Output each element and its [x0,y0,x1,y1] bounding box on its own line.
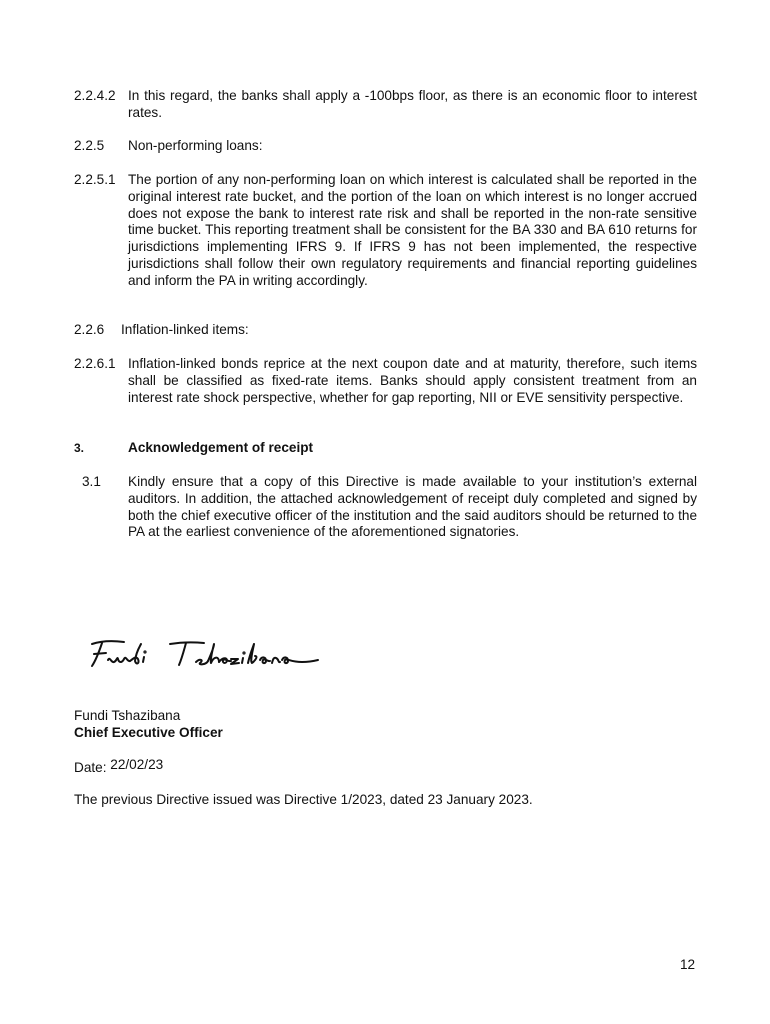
section-number: 2.2.6.1 [74,356,116,371]
paragraph-2-2-5-1 [74,172,697,290]
previous-directive-note: The previous Directive issued was Directive 1/2023, dated 23 January 2023. [74,792,533,807]
paragraph-3-1 [74,474,697,541]
heading-text: Inflation-linked items: [121,322,249,337]
paragraph-text: Inflation-linked bonds reprice at the next coupon date and at maturity, therefore, such items shall be classified as fixed-rate items. Banks should apply consistent treatment from an interest rate shock perspective, whether for gap reporting, NII or EVE sensitivity perspective. [128,356,697,405]
page-number: 12 [680,957,696,972]
signatory-name: Fundi Tshazibana [74,708,181,723]
section-number: 2.2.5 [74,138,105,153]
date-label: Date: [74,760,107,775]
section-number: 2.2.4.2 [74,88,116,103]
paragraph-2-2-4-2 [74,88,697,122]
handwritten-signature [86,632,326,674]
heading-text: Acknowledgement of receipt [128,440,314,455]
paragraph-text: In this regard, the banks shall apply a -100bps floor, as there is an economic floor to interest rates. [128,88,697,120]
heading-2-2-5 [74,138,697,155]
section-number: 3.1 [82,474,101,489]
date-line [74,757,164,777]
section-number: 3. [74,441,85,455]
paragraph-text: Kindly ensure that a copy of this Directive is made available to your institution’s external auditors. In addition, the attached acknowledgement of receipt duly completed and signed by both the chief executive officer of the institution and the said auditors should be returned to the PA at the earliest convenience of the aforementioned signatories. [128,474,697,540]
paragraph-text: The portion of any non-performing loan on which interest is calculated shall be reported in the original interest rate bucket, and the portion of the loan on which interest is no longer accrued does not expose the bank to interest rate risk and shall be reported in the non-rate sensitive time bucket. This reporting treatment shall be consistent for the BA 330 and BA 610 returns for jurisdictions implementing IFRS 9. If IFRS 9 has not been implemented, the respective jurisdictions shall follow their own regulatory requirements and financial reporting guidelines and inform the PA in writing accordingly. [128,172,697,288]
heading-3 [74,440,697,457]
heading-2-2-6 [74,322,697,339]
section-number: 2.2.5.1 [74,172,116,187]
heading-text: Non-performing loans: [128,138,263,153]
section-number: 2.2.6 [74,322,105,337]
date-value: 22/02/23 [110,757,164,772]
signatory-title: Chief Executive Officer [74,725,223,740]
paragraph-2-2-6-1 [74,356,697,406]
